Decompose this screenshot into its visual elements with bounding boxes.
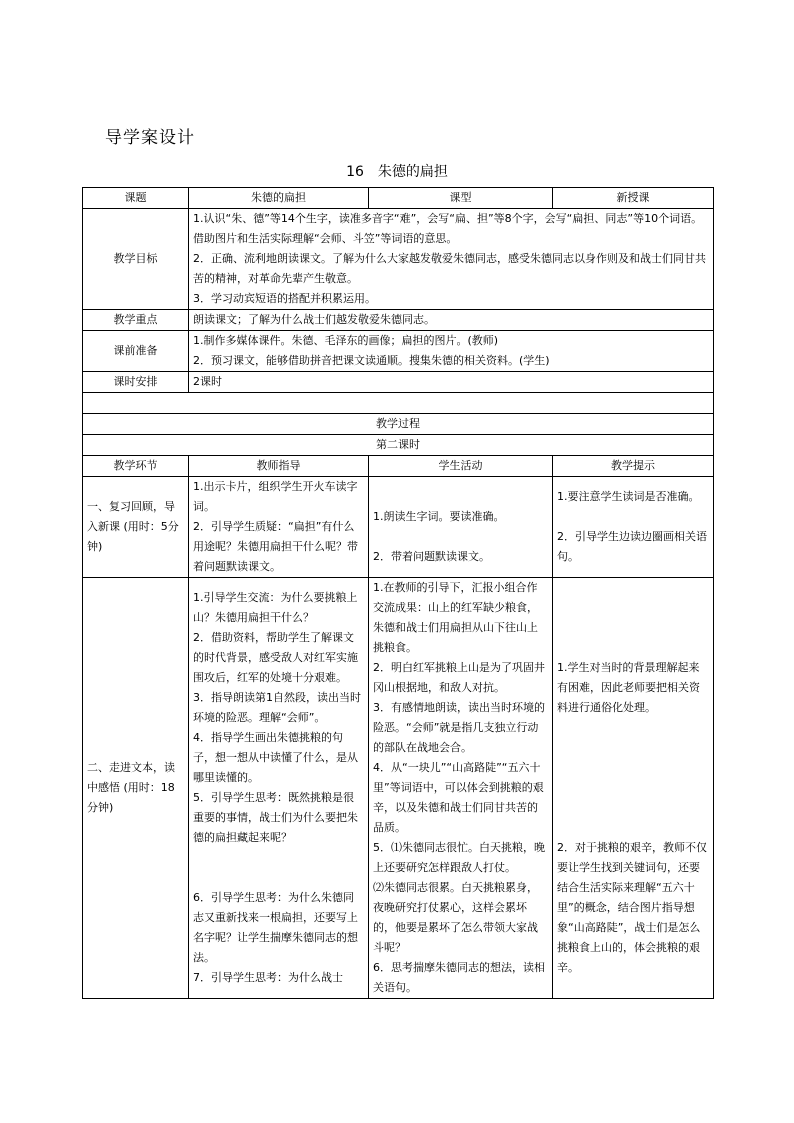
tip-item: 2．对于挑粮的艰辛，教师不仅要让学生找到关键词句，还要结合生活实际来理解“五六十里”的概念，结合图片指导想象“山高路陡”，战士们是怎么挑粮食上山的，体会挑粮的艰辛。	[557, 841, 707, 974]
student-step: 3．有感情地朗读，读出当时环境的险恶。“会师”就是指几支独立行动的部队在战地会合。	[373, 701, 545, 754]
student-step: 5．⑴朱德同志很忙。白天挑粮，晚上还要研究怎样跟敌人打仗。	[373, 841, 545, 874]
goal-item: 1.认识“朱、德”等14个生字，读准多音字“难”，会写“扁、担”等8个字，会写“扁担、同志”等10个词语。借助图片和生活实际理解“会师、斗笠”等词语的意思。	[193, 212, 703, 245]
period-title: 第二课时	[83, 435, 714, 456]
stage1-student	[369, 477, 553, 578]
stage1-tips	[553, 477, 714, 578]
goals-row	[83, 209, 714, 310]
stage2-student	[369, 578, 553, 999]
column-header-row	[83, 456, 714, 477]
student-step: 1.朗读生字词。要读准确。	[373, 510, 505, 523]
column-header: 学生活动	[369, 456, 553, 477]
teacher-step: 1.引导学生交流：为什么要挑粮上山？朱德用扁担干什么？	[193, 591, 358, 624]
prep-item: 1.制作多媒体课件。朱德、毛泽东的画像；扁担的图片。(教师)	[193, 334, 499, 347]
stage1-teacher	[189, 477, 369, 578]
teacher-step: 2．引导学生质疑：“扁担”有什么用途呢？朱德用扁担干什么呢？带着问题默读课文。	[193, 520, 358, 573]
stage1-name: 一、复习回顾，导入新课 (用时：5分钟)	[83, 477, 189, 578]
teacher-step: 1.出示卡片，组织学生开火车读字词。	[193, 480, 358, 513]
key-value: 朗读课文；了解为什么战士们越发敬爱朱德同志。	[189, 310, 714, 331]
type-label: 课型	[369, 188, 553, 209]
column-header: 教学提示	[553, 456, 714, 477]
student-step: 4．从“一块儿”“山高路陡”“五六十里”等词语中，可以体会到挑粮的艰辛，以及朱德和战士们同甘共苦的品质。	[373, 761, 544, 834]
tip-item: 1.学生对当时的背景理解起来有困难，因此老师要把相关资料进行通俗化处理。	[557, 661, 700, 714]
blank-cell	[83, 393, 714, 414]
tip-item: 2．引导学生边读边圈画相关语句。	[557, 530, 707, 563]
stage2-teacher	[189, 578, 369, 999]
period-title-row	[83, 435, 714, 456]
student-step: 2．明白红军挑粮上山是为了巩固井冈山根据地，和敌人对抗。	[373, 661, 545, 694]
lesson-title: 16 朱德的扁担	[346, 164, 448, 180]
teacher-step: 2．借助资料，帮助学生了解课文的时代背景，感受敌人对红军实施围攻后，红军的处境十分艰难。	[193, 631, 358, 684]
topic-value: 朱德的扁担	[189, 188, 369, 209]
schedule-value: 2课时	[189, 372, 714, 393]
student-step: 2．带着问题默读课文。	[373, 550, 490, 563]
prep-cell	[189, 331, 714, 372]
process-title-row	[83, 414, 714, 435]
stage1-row	[83, 477, 714, 578]
stage2-row	[83, 578, 714, 999]
teacher-step: 6．引导学生思考：为什么朱德同志又重新找来一根扁担，还要写上名字呢？让学生揣摩朱德同志的想法。	[193, 891, 358, 964]
stage2-tips	[553, 578, 714, 999]
key-row	[83, 310, 714, 331]
teacher-step: 4．指导学生画出朱德挑粮的句子，想一想从中读懂了什么，是从哪里读懂的。	[193, 731, 358, 784]
goals-label: 教学目标	[83, 209, 189, 310]
student-step: 6．思考揣摩朱德同志的想法，读相关语句。	[373, 961, 545, 994]
goal-item: 3．学习动宾短语的搭配并积累运用。	[193, 292, 376, 305]
blank-row	[83, 393, 714, 414]
stage2-name: 二、走进文本，读中感悟 (用时：18分钟)	[83, 578, 189, 999]
prep-item: 2．预习课文，能够借助拼音把课文读通顺。搜集朱德的相关资料。(学生)	[193, 354, 550, 367]
student-step: 1.在教师的引导下，汇报小组合作交流成果：山上的红军缺少粮食，朱德和战士们用扁担从山下往山上挑粮食。	[373, 581, 538, 654]
goals-cell	[189, 209, 714, 310]
schedule-row	[83, 372, 714, 393]
key-label: 教学重点	[83, 310, 189, 331]
tip-item: 1.要注意学生读词是否准确。	[557, 490, 700, 503]
student-step: ⑵朱德同志很累。白天挑粮累身，夜晚研究打仗累心，这样会累坏的，他要是累坏了怎么带领大家战斗呢？	[373, 881, 538, 954]
column-header: 教学环节	[83, 456, 189, 477]
teacher-step: 7．引导学生思考：为什么战士	[193, 971, 343, 984]
document-title: 导学案设计	[105, 128, 195, 148]
type-value: 新授课	[553, 188, 714, 209]
topic-label: 课题	[83, 188, 189, 209]
schedule-label: 课时安排	[83, 372, 189, 393]
teacher-step: 5．引导学生思考：既然挑粮是很重要的事情，战士们为什么要把朱德的扁担藏起来呢？	[193, 791, 358, 844]
process-title: 教学过程	[83, 414, 714, 435]
teacher-step: 3．指导朗读第1自然段，读出当时环境的险恶。理解“会师”。	[193, 691, 361, 724]
lesson-plan-table	[82, 187, 714, 999]
prep-row	[83, 331, 714, 372]
column-header: 教师指导	[189, 456, 369, 477]
goal-item: 2．正确、流利地朗读课文。了解为什么大家越发敬爱朱德同志，感受朱德同志以身作则及和战士们同甘共苦的精神，对革命先辈产生敬意。	[193, 252, 706, 285]
topic-row	[83, 188, 714, 209]
prep-label: 课前准备	[83, 331, 189, 372]
